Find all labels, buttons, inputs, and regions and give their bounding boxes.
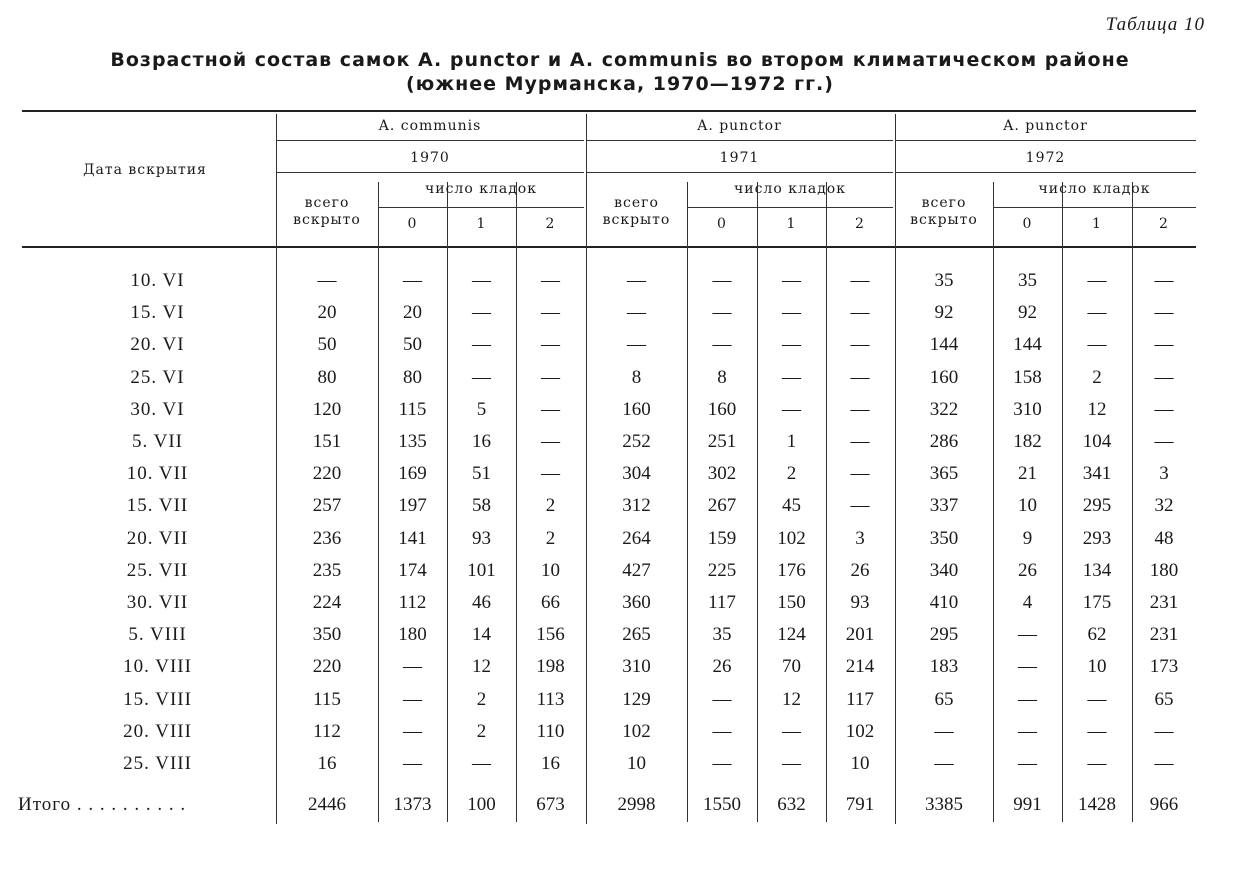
table-cell: — [712, 753, 732, 774]
table-cell: — [541, 302, 560, 324]
table-cell: 12 [782, 688, 801, 710]
table-cell: — [541, 334, 560, 356]
table-cell: 3 [855, 527, 865, 549]
table-cell: 214 [845, 656, 875, 678]
table-cell: — [934, 753, 954, 774]
year-underline [586, 172, 893, 173]
table-cell: 220 [312, 463, 342, 485]
total-cell: 991 [1013, 794, 1042, 815]
table-cell: 231 [1149, 592, 1179, 613]
table-cell: 264 [622, 527, 651, 549]
table-cell: — [1154, 398, 1174, 420]
table-cell: 35 [712, 624, 732, 646]
table-cell: — [627, 302, 646, 324]
table-cell: 169 [398, 463, 427, 485]
table-cell: 10 [1087, 656, 1107, 678]
table-cell: 267 [707, 495, 737, 517]
row-date: 30. VII [126, 592, 189, 613]
table-cell: 112 [313, 720, 341, 742]
table-cell: 2 [476, 688, 487, 710]
table-cell: — [627, 334, 646, 356]
table-cell: 151 [312, 431, 342, 452]
table-cell: — [541, 431, 560, 452]
table-cell: 14 [472, 624, 491, 646]
table-cell: 10 [541, 559, 560, 581]
table-cell: 16 [317, 753, 337, 774]
table-cell: 360 [622, 592, 651, 613]
table-cell: — [403, 656, 422, 678]
table-cell: 198 [536, 656, 565, 678]
total-opened-header: всего вскрыто [602, 195, 671, 228]
table-cell: — [1154, 753, 1174, 774]
table-cell: 5 [476, 398, 487, 420]
table-cell: — [1154, 302, 1174, 324]
total-cell: 2446 [308, 794, 346, 815]
table-cell: 2 [545, 495, 556, 517]
table-cell: 265 [622, 624, 651, 646]
table-cell: — [850, 398, 870, 420]
total-row-label: Итого . . . . . . . . . . [18, 794, 187, 815]
clutch-underline [687, 207, 893, 208]
table-cell: — [850, 463, 870, 485]
table-cell: 102 [622, 720, 651, 742]
table-cell: — [1087, 302, 1107, 324]
table-cell: 129 [622, 688, 651, 710]
table-cell: 135 [398, 431, 427, 452]
total-cell: 1373 [393, 794, 432, 815]
date-column-header: Дата вскрытия [83, 162, 207, 178]
table-cell: 8 [631, 366, 642, 388]
table-cell: 156 [536, 624, 565, 646]
table-cell: 101 [467, 559, 496, 581]
table-cell: 176 [777, 559, 806, 581]
table-cell: 20 [317, 302, 337, 324]
table-cell: 115 [313, 688, 341, 710]
table-cell: 3 [1159, 463, 1169, 485]
row-date: 15. VIII [123, 688, 192, 710]
table-cell: — [472, 270, 491, 291]
table-cell: 10 [850, 753, 870, 774]
table-cell: 173 [1149, 656, 1179, 678]
table-cell: 252 [622, 431, 651, 452]
table-cell: — [541, 270, 560, 291]
clutch-count-header: число кладок [425, 181, 537, 197]
table-cell: — [1018, 656, 1037, 678]
table-cell: 26 [850, 559, 870, 581]
table-cell: — [1154, 270, 1174, 291]
table-cell: 257 [312, 495, 342, 517]
table-cell: 236 [312, 527, 342, 549]
table-cell: 160 [929, 366, 959, 388]
table-cell: — [782, 720, 801, 742]
table-cell: 35 [1018, 270, 1037, 291]
total-cell: 1428 [1078, 794, 1116, 815]
table-cell: 220 [312, 656, 342, 678]
table-cell: — [1018, 688, 1037, 710]
table-cell: — [1087, 720, 1107, 742]
table-cell: — [472, 334, 491, 356]
table-cell: 141 [398, 527, 427, 549]
table-number-label: Таблица 10 [1105, 14, 1205, 35]
year-underline [276, 172, 584, 173]
table-cell: 117 [708, 592, 736, 613]
table-cell: — [712, 688, 732, 710]
species-header: A. punctor [1003, 118, 1088, 134]
clutch-subheader: 2 [545, 216, 556, 232]
table-cell: 312 [622, 495, 651, 517]
table-cell: — [782, 398, 801, 420]
table-cell: — [1087, 334, 1107, 356]
clutch-subheader: 2 [1159, 216, 1169, 232]
table-cell: 295 [929, 624, 959, 646]
table-cell: 65 [1154, 688, 1174, 710]
table-cell: 310 [1013, 398, 1042, 420]
row-date: 10. VIII [123, 656, 192, 678]
table-cell: 350 [929, 527, 959, 549]
table-cell: 304 [622, 463, 651, 485]
title-line-2: (южнее Мурманска, 1970—1972 гг.) [406, 73, 834, 95]
table-cell: 302 [707, 463, 737, 485]
total-cell: 3385 [925, 794, 963, 815]
table-cell: 120 [312, 398, 342, 420]
table-cell: 158 [1013, 366, 1042, 388]
table-cell: 110 [536, 720, 565, 742]
clutch-subheader: 2 [855, 216, 865, 232]
row-date: 10. VII [126, 463, 189, 485]
table-cell: 235 [312, 559, 342, 581]
table-cell: 35 [934, 270, 954, 291]
table-cell: 2 [1092, 366, 1102, 388]
table-cell: 51 [472, 463, 491, 485]
table-cell: 124 [777, 624, 806, 646]
clutch-underline [378, 207, 584, 208]
clutch-subheader: 1 [786, 216, 797, 232]
table-cell: 337 [929, 495, 959, 517]
table-cell: — [1154, 431, 1174, 452]
table-cell: — [1154, 334, 1174, 356]
row-date: 5. VIII [128, 624, 187, 646]
table-cell: — [541, 366, 560, 388]
table-cell: 144 [1013, 334, 1042, 356]
table-cell: — [712, 302, 732, 324]
table-cell: 80 [317, 366, 337, 388]
table-cell: — [317, 270, 337, 291]
table-cell: — [712, 334, 732, 356]
table-cell: 16 [472, 431, 491, 452]
table-cell: 427 [622, 559, 651, 581]
table-cell: 70 [782, 656, 801, 678]
species-underline [276, 140, 584, 141]
table-cell: — [782, 366, 801, 388]
table-cell: — [782, 302, 801, 324]
table-cell: 180 [1149, 559, 1179, 581]
table-cell: 350 [312, 624, 342, 646]
table-cell: 160 [707, 398, 737, 420]
table-cell: — [782, 270, 801, 291]
table-cell: 112 [398, 592, 427, 613]
table-cell: — [1154, 366, 1174, 388]
table-cell: — [541, 398, 560, 420]
table-cell: 26 [712, 656, 732, 678]
table-cell: 50 [403, 334, 422, 356]
row-date: 5. VII [131, 431, 184, 452]
table-cell: — [850, 431, 870, 452]
table-cell: 174 [398, 559, 427, 581]
table-cell: — [850, 302, 870, 324]
row-date: 30. VI [130, 398, 185, 420]
top-rule [22, 110, 1196, 112]
clutch-subheader: 1 [476, 216, 487, 232]
table-cell: — [782, 753, 801, 774]
table-cell: — [850, 270, 870, 291]
table-cell: — [1087, 753, 1107, 774]
table-cell: 310 [622, 656, 651, 678]
row-date: 15. VII [126, 495, 189, 517]
table-cell: 365 [929, 463, 959, 485]
table-cell: 340 [929, 559, 959, 581]
table-cell: 183 [929, 656, 959, 678]
table-cell: — [1087, 270, 1107, 291]
table-cell: 93 [850, 592, 870, 613]
table-cell: 12 [472, 656, 491, 678]
table-cell: — [1154, 720, 1174, 742]
total-opened-header: всего вскрыто [293, 195, 361, 228]
table-cell: 150 [777, 592, 806, 613]
table-cell: 80 [403, 366, 422, 388]
table-cell: 197 [398, 495, 427, 517]
table-cell: — [1018, 720, 1037, 742]
species-underline [895, 140, 1196, 141]
row-date: 10. VI [130, 270, 185, 291]
table-cell: — [403, 270, 422, 291]
table-cell: 322 [929, 398, 959, 420]
clutch-subheader: 0 [717, 216, 727, 232]
title-line-1: Возрастной состав самок A. punctor и A. communis во втором климатическом районе [110, 49, 1130, 71]
clutch-count-header: число кладок [1038, 181, 1151, 197]
row-date: 20. VI [130, 334, 185, 356]
table-cell: 341 [1082, 463, 1112, 485]
table-cell: — [850, 366, 870, 388]
table-cell: 26 [1018, 559, 1037, 581]
table-cell: 10 [627, 753, 646, 774]
total-cell: 2998 [617, 794, 656, 815]
total-cell: 632 [777, 794, 806, 815]
table-cell: 32 [1154, 495, 1174, 517]
table-cell: — [850, 334, 870, 356]
table-cell: — [782, 334, 801, 356]
clutch-subheader: 1 [1092, 216, 1102, 232]
clutch-count-header: число кладок [734, 181, 846, 197]
table-cell: 175 [1082, 592, 1112, 613]
table-cell: 144 [929, 334, 959, 356]
table-cell: — [403, 753, 422, 774]
table-cell: 182 [1013, 431, 1042, 452]
table-cell: — [1018, 753, 1037, 774]
table-cell: 104 [1082, 431, 1112, 452]
table-cell: — [934, 720, 954, 742]
table-cell: 48 [1154, 527, 1174, 549]
total-cell: 966 [1149, 794, 1179, 815]
table-cell: 115 [398, 398, 427, 420]
species-underline [586, 140, 893, 141]
table-cell: 295 [1082, 495, 1112, 517]
table-cell: — [403, 720, 422, 742]
table-cell: 251 [707, 431, 737, 452]
table-cell: 58 [472, 495, 491, 517]
total-cell: 1550 [703, 794, 741, 815]
table-cell: 12 [1087, 398, 1107, 420]
clutch-subheader: 0 [407, 216, 418, 232]
table-cell: 16 [541, 753, 560, 774]
row-date: 25. VIII [123, 753, 192, 774]
row-date: 20. VII [126, 527, 189, 549]
table-cell: 93 [472, 527, 491, 549]
table-cell: — [1087, 688, 1107, 710]
species-header: A. punctor [697, 118, 782, 134]
table-cell: 21 [1018, 463, 1037, 485]
table-cell: 134 [1082, 559, 1112, 581]
row-date: 20. VIII [123, 720, 192, 742]
table-cell: — [627, 270, 646, 291]
table-cell: 66 [541, 592, 560, 613]
total-cell: 100 [467, 794, 496, 815]
table-cell: 45 [782, 495, 801, 517]
table-cell: — [472, 753, 491, 774]
table-cell: 2 [545, 527, 556, 549]
clutch-subheader: 0 [1022, 216, 1033, 232]
table-cell: — [712, 270, 732, 291]
total-cell: 791 [845, 794, 875, 815]
table-cell: 113 [536, 688, 565, 710]
table-cell: 2 [786, 463, 797, 485]
table-cell: 1 [786, 431, 797, 452]
table-cell: 92 [934, 302, 954, 324]
table-cell: 231 [1149, 624, 1179, 646]
table-cell: 225 [707, 559, 737, 581]
table-cell: 180 [398, 624, 427, 646]
total-cell: 673 [536, 794, 565, 815]
year-underline [895, 172, 1196, 173]
table-cell: 92 [1018, 302, 1037, 324]
table-cell: 46 [472, 592, 491, 613]
table-cell: 102 [777, 527, 806, 549]
table-cell: 286 [929, 431, 959, 452]
row-date: 25. VI [130, 366, 185, 388]
table-cell: 2 [476, 720, 487, 742]
table-cell: 20 [403, 302, 422, 324]
table-cell: — [712, 720, 732, 742]
table-cell: 224 [312, 592, 342, 613]
table-title [0, 48, 1240, 96]
table-cell: — [1018, 624, 1037, 646]
row-date: 15. VI [130, 302, 185, 324]
table-cell: — [472, 302, 491, 324]
table-cell: 4 [1022, 592, 1033, 613]
table-cell: 102 [845, 720, 875, 742]
table-cell: 50 [317, 334, 337, 356]
year-header: 1970 [410, 150, 450, 166]
table-cell: 160 [622, 398, 651, 420]
year-header: 1972 [1025, 150, 1066, 166]
table-cell: 410 [929, 592, 959, 613]
year-header: 1971 [719, 150, 760, 166]
row-date: 25. VII [126, 559, 189, 581]
total-opened-header: всего вскрыто [910, 195, 978, 228]
header-bottom-rule [22, 246, 1196, 248]
table-cell: 201 [845, 624, 875, 646]
table-cell: 117 [846, 688, 874, 710]
table-cell: — [403, 688, 422, 710]
table-cell: 65 [934, 688, 954, 710]
table-cell: 10 [1018, 495, 1037, 517]
table-cell: — [850, 495, 870, 517]
species-header: A. communis [378, 118, 482, 134]
table-cell: 9 [1022, 527, 1033, 549]
table-cell: 159 [707, 527, 737, 549]
table-cell: 62 [1087, 624, 1107, 646]
table-cell: — [472, 366, 491, 388]
clutch-underline [993, 207, 1196, 208]
table-cell: 293 [1082, 527, 1112, 549]
table-cell: — [541, 463, 560, 485]
table-cell: 8 [717, 366, 727, 388]
